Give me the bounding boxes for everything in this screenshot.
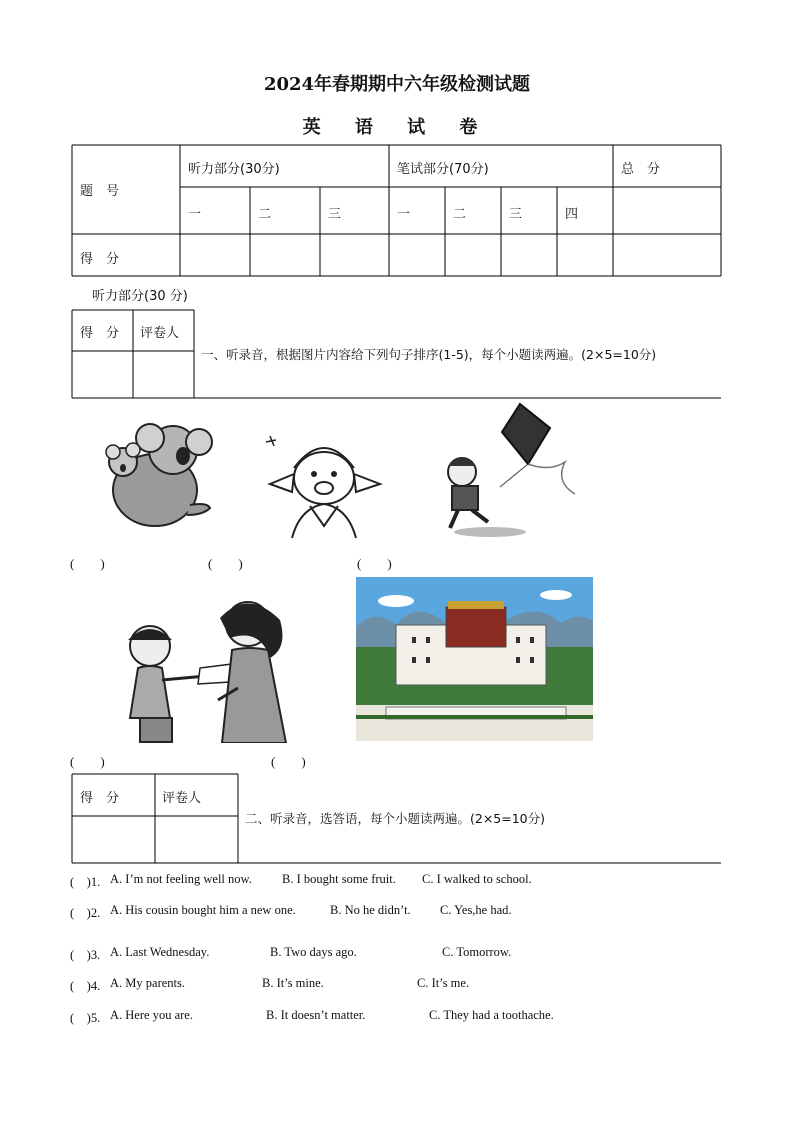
section2-instruction: 二、听录音，选答语，每个小题读两遍。(2×5=10分) <box>245 811 546 826</box>
section2-score-label: 得 分 <box>80 791 120 806</box>
pic2-answer-blank[interactable]: ( ) <box>208 556 243 571</box>
question-2-option-c[interactable]: C. Yes,he had. <box>440 903 512 917</box>
listening-part-label: 听力部分(30 分) <box>92 289 188 304</box>
section1-score-label: 得 分 <box>80 326 120 341</box>
potala-palace-picture <box>356 577 593 741</box>
writing-col-2: 二 <box>453 207 467 222</box>
question-4-option-a[interactable]: A. My parents. <box>110 976 185 990</box>
question-5-option-b[interactable]: B. It doesn’t matter. <box>266 1008 366 1022</box>
writing-col-3: 三 <box>509 207 523 222</box>
question-4-option-c[interactable]: C. It’s me. <box>417 976 470 990</box>
pic1-answer-blank[interactable]: ( ) <box>70 556 105 571</box>
pic3-answer-blank[interactable]: ( ) <box>357 556 392 571</box>
page-subtitle: 英 语 试 卷 <box>302 117 492 138</box>
question-1-option-a[interactable]: A. I’m not feeling well now. <box>110 872 252 886</box>
section2-grader-label: 评卷人 <box>162 791 202 806</box>
page-title: 2024年春期期中六年级检测试题 <box>263 74 531 95</box>
question-5-option-a[interactable]: A. Here you are. <box>110 1008 193 1022</box>
koala-picture <box>95 420 215 530</box>
question-3-option-c[interactable]: C. Tomorrow. <box>442 945 512 959</box>
child-giving-paper-to-woman-picture <box>110 588 310 743</box>
pig-character-picture <box>262 428 387 543</box>
question-4-option-b[interactable]: B. It’s mine. <box>262 976 324 990</box>
score-table-grid <box>0 0 794 290</box>
listening-col-2: 二 <box>258 207 272 222</box>
question-2-number[interactable]: ( )2. <box>70 906 101 920</box>
question-5-option-c[interactable]: C. They had a toothache. <box>429 1008 554 1022</box>
total-score-header: 总 分 <box>621 162 661 177</box>
boy-flying-kite-picture <box>430 402 580 542</box>
question-1-option-c[interactable]: C. I walked to school. <box>422 872 532 886</box>
score-row-label: 得 分 <box>80 252 120 267</box>
section1-grader-label: 评卷人 <box>140 326 180 341</box>
pic5-answer-blank[interactable]: ( ) <box>271 754 306 769</box>
question-1-number[interactable]: ( )1. <box>70 875 101 889</box>
pic4-answer-blank[interactable]: ( ) <box>70 754 105 769</box>
listening-part-header: 听力部分(30分) <box>188 162 280 177</box>
question-3-option-b[interactable]: B. Two days ago. <box>270 945 357 959</box>
question-3-number[interactable]: ( )3. <box>70 948 101 962</box>
listening-col-1: 一 <box>188 207 202 222</box>
question-4-number[interactable]: ( )4. <box>70 979 101 993</box>
writing-col-4: 四 <box>565 207 579 222</box>
question-3-option-a[interactable]: A. Last Wednesday. <box>110 945 210 959</box>
writing-col-1: 一 <box>397 207 411 222</box>
question-number-label: 题 号 <box>80 184 120 199</box>
section1-instruction: 一、听录音，根据图片内容给下列句子排序(1-5)，每个小题读两遍。(2×5=10分) <box>201 347 657 362</box>
question-2-option-b[interactable]: B. No he didn’t. <box>330 903 411 917</box>
writing-part-header: 笔试部分(70分) <box>397 162 489 177</box>
listening-col-3: 三 <box>328 207 342 222</box>
question-2-option-a[interactable]: A. His cousin bought him a new one. <box>110 903 296 917</box>
question-5-number[interactable]: ( )5. <box>70 1011 101 1025</box>
question-1-option-b[interactable]: B. I bought some fruit. <box>282 872 396 886</box>
